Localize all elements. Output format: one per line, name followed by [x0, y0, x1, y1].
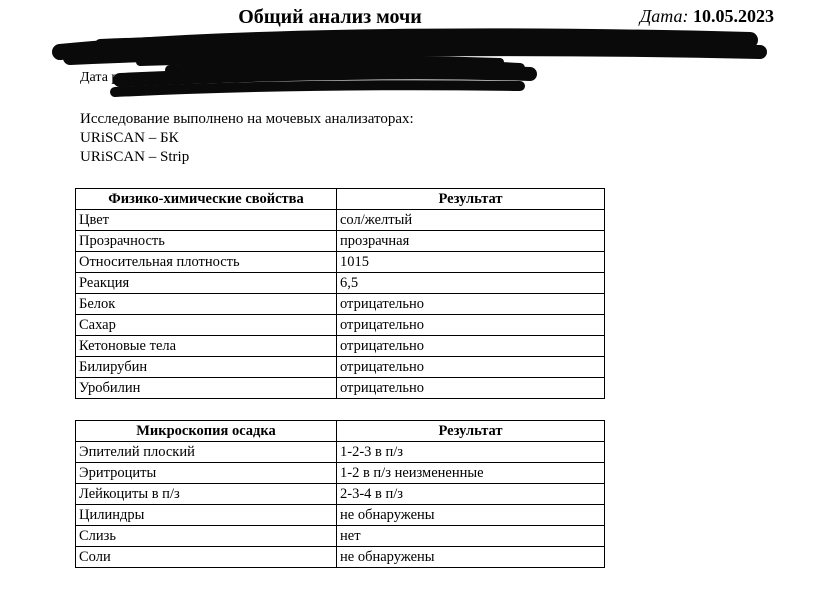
parameter-cell: Цилиндры	[76, 505, 337, 526]
parameter-cell: Относительная плотность	[76, 252, 337, 273]
table-row	[76, 336, 605, 357]
result-cell: 6,5	[337, 273, 605, 294]
parameter-cell: Кетоновые тела	[76, 336, 337, 357]
result-cell: сол/желтый	[337, 210, 605, 231]
table-row	[76, 526, 605, 547]
table-row	[76, 442, 605, 463]
table-row	[76, 210, 605, 231]
parameter-cell: Сахар	[76, 315, 337, 336]
result-cell: 1-2-3 в п/з	[337, 442, 605, 463]
table-row	[76, 505, 605, 526]
date-value: 10.05.2023	[693, 6, 774, 26]
parameter-cell: Эпителий плоский	[76, 442, 337, 463]
table-row	[76, 378, 605, 399]
result-cell: 2-3-4 в п/з	[337, 484, 605, 505]
result-cell: прозрачная	[337, 231, 605, 252]
document-title: Общий анализ мочи	[238, 6, 422, 28]
parameter-cell: Лейкоциты в п/з	[76, 484, 337, 505]
column-header: Микроскопия осадка	[76, 421, 337, 442]
result-cell: не обнаружены	[337, 547, 605, 568]
analyzer-intro-line: Исследование выполнено на мочевых анализаторах:	[80, 111, 414, 127]
table-header-row	[76, 421, 605, 442]
table-row	[76, 547, 605, 568]
parameter-cell: Уробилин	[76, 378, 337, 399]
table-row	[76, 252, 605, 273]
result-cell: отрицательно	[337, 315, 605, 336]
result-cell: не обнаружены	[337, 505, 605, 526]
table-row	[76, 294, 605, 315]
parameter-cell: Цвет	[76, 210, 337, 231]
result-cell: отрицательно	[337, 294, 605, 315]
physchem-table	[75, 188, 605, 399]
date-label: Дата:	[639, 6, 689, 26]
table-header-row	[76, 189, 605, 210]
parameter-cell: Билирубин	[76, 357, 337, 378]
result-cell: отрицательно	[337, 378, 605, 399]
analyzer-2: URiSCAN – Strip	[80, 149, 190, 165]
redaction-scribble	[0, 0, 820, 110]
patient-birthdate-line: Дата рожд	[80, 70, 142, 85]
result-cell: 1-2 в п/з неизмененные	[337, 463, 605, 484]
parameter-cell: Соли	[76, 547, 337, 568]
result-cell: 1015	[337, 252, 605, 273]
result-cell: отрицательно	[337, 336, 605, 357]
column-header: Результат	[337, 189, 605, 210]
table-row	[76, 357, 605, 378]
microscopy-table	[75, 420, 605, 568]
parameter-cell: Прозрачность	[76, 231, 337, 252]
result-cell: нет	[337, 526, 605, 547]
analyzer-info	[80, 110, 414, 167]
table-row	[76, 273, 605, 294]
result-cell: отрицательно	[337, 357, 605, 378]
column-header: Результат	[337, 421, 605, 442]
table-row	[76, 484, 605, 505]
parameter-cell: Реакция	[76, 273, 337, 294]
column-header: Физико-химические свойства	[76, 189, 337, 210]
parameter-cell: Эритроциты	[76, 463, 337, 484]
table-row	[76, 315, 605, 336]
analyzer-1: URiSCAN – БК	[80, 130, 179, 146]
table-row	[76, 463, 605, 484]
parameter-cell: Слизь	[76, 526, 337, 547]
table-row	[76, 231, 605, 252]
parameter-cell: Белок	[76, 294, 337, 315]
